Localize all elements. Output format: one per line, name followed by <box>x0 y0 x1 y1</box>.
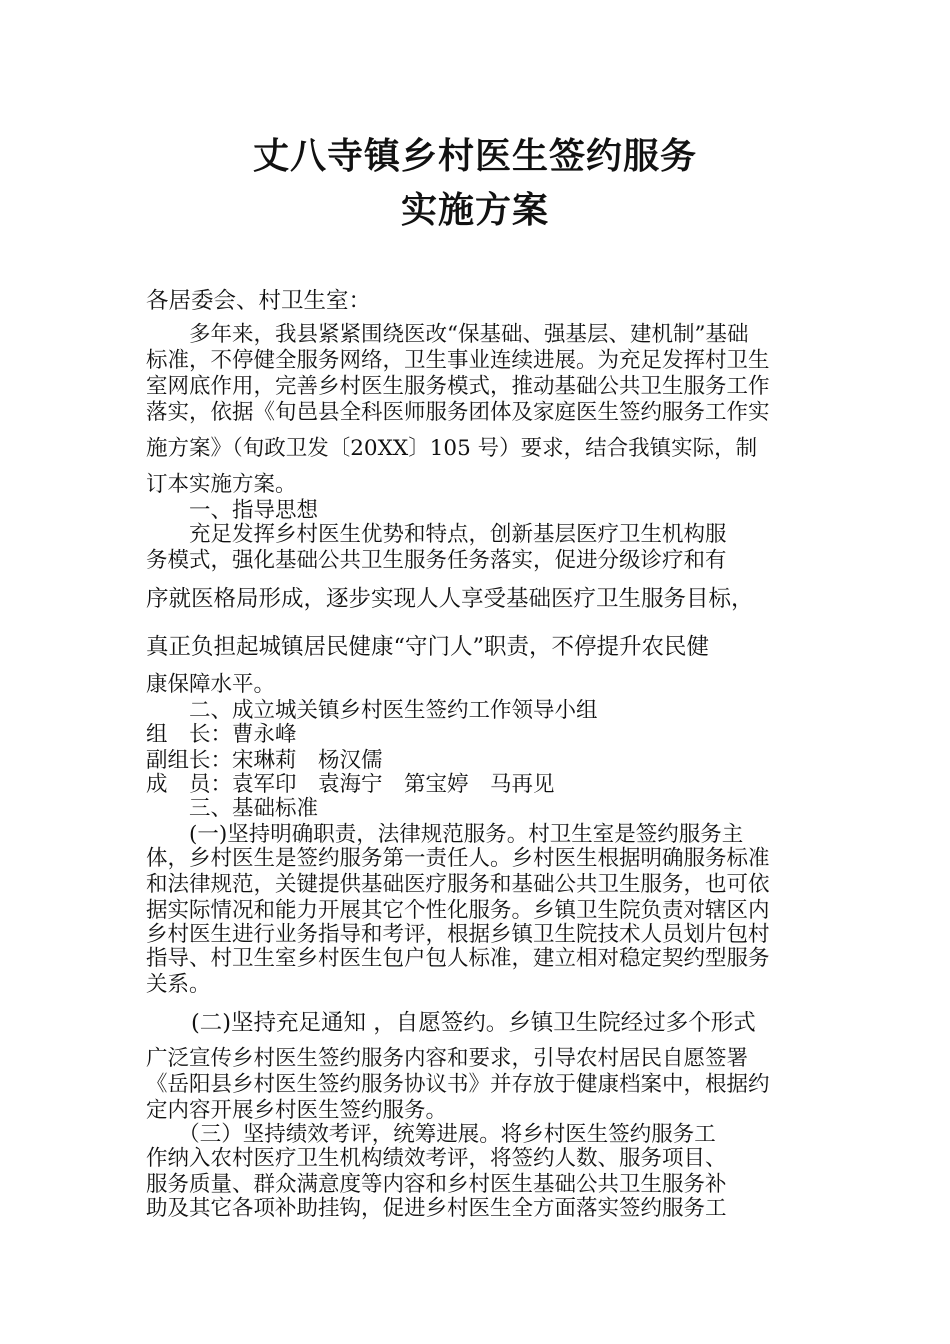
section3-para2-line: 定内容开展乡村医生签约服务。 <box>146 1098 448 1123</box>
section1-line: 真正负担起城镇居民健康“守门人”职责，不停提升农民健 <box>146 634 710 660</box>
section3-para3-line: （三）坚持绩效考评，统筹进展。将乡村医生签约服务工 <box>146 1122 716 1147</box>
intro-line: 订本实施方案。 <box>146 472 297 497</box>
section3-para1-line: 指导、村卫生室乡村医生包户包人标准，建立相对稳定契约型服务 <box>146 946 770 971</box>
section-heading: 一、指导思想 <box>146 498 319 523</box>
member-row: 副组长：宋琳莉 杨汉儒 <box>146 748 383 773</box>
section-heading: 三、基础标准 <box>146 796 319 821</box>
intro-line: 多年来，我县紧紧围绕医改“保基础、强基层、建机制”基础 <box>146 322 749 347</box>
section3-para3-line: 服务质量、群众满意度等内容和乡村医生基础公共卫生服务补 <box>146 1172 727 1197</box>
section3-para2-line: 广泛宣传乡村医生签约服务内容和要求，引导农村居民自愿签署 <box>146 1046 749 1071</box>
section1-line: 康保障水平。 <box>146 672 276 697</box>
section3-para1-line: 和法律规范，关键提供基础医疗服务和基础公共卫生服务，也可依 <box>146 872 770 897</box>
section3-para2-line: 《岳阳县乡村医生签约服务协议书》并存放于健康档案中，根据约 <box>146 1072 770 1097</box>
intro-line: 标准，不停健全服务网络，卫生事业连续进展。为充足发挥村卫生 <box>146 348 770 373</box>
member-row: 成 员：袁军印 袁海宁 第宝婷 马再见 <box>146 772 555 797</box>
document-title-line2: 实施方案 <box>400 189 549 231</box>
section3-para3-line: 助及其它各项补助挂钩，促进乡村医生全方面落实签约服务工 <box>146 1196 727 1221</box>
section1-line: 充足发挥乡村医生优势和特点，创新基层医疗卫生机构服 <box>146 522 727 547</box>
document-title-line1: 丈八寺镇乡村医生签约服务 <box>252 135 697 177</box>
section1-line: 务模式，强化基础公共卫生服务任务落实，促进分级诊疗和有 <box>146 548 727 573</box>
section1-line: 序就医格局形成，逐步实现人人享受基础医疗卫生服务目标， <box>146 586 754 612</box>
intro-line: 施方案》（旬政卫发〔20XX〕105 号）要求，结合我镇实际，制 <box>146 436 758 461</box>
salutation: 各居委会、村卫生室： <box>146 288 372 314</box>
member-row: 组 长：曹永峰 <box>146 722 297 747</box>
intro-line: 落实，依据《旬邑县全科医师服务团体及家庭医生签约服务工作实 <box>146 400 770 425</box>
section-heading: 二、成立城关镇乡村医生签约工作领导小组 <box>146 698 598 723</box>
intro-line: 室网底作用，完善乡村医生服务模式，推动基础公共卫生服务工作 <box>146 374 770 399</box>
section3-para1-line: (一)坚持明确职责，法律规范服务。村卫生室是签约服务主 <box>146 822 744 847</box>
section3-para1-line: 关系。 <box>146 972 211 997</box>
section3-para3-line: 作纳入农村医疗卫生机构绩效考评，将签约人数、服务项目、 <box>146 1146 727 1171</box>
section3-para1-line: 体，乡村医生是签约服务第一责任人。乡村医生根据明确服务标准 <box>146 846 770 871</box>
section3-para1-line: 乡村医生进行业务指导和考评，根据乡镇卫生院技术人员划片包村 <box>146 922 770 947</box>
section3-para2-line: (二)坚持充足通知 ，自愿签约。乡镇卫生院经过多个形式 <box>146 1010 756 1036</box>
section3-para1-line: 据实际情况和能力开展其它个性化服务。乡镇卫生院负责对辖区内 <box>146 898 770 923</box>
